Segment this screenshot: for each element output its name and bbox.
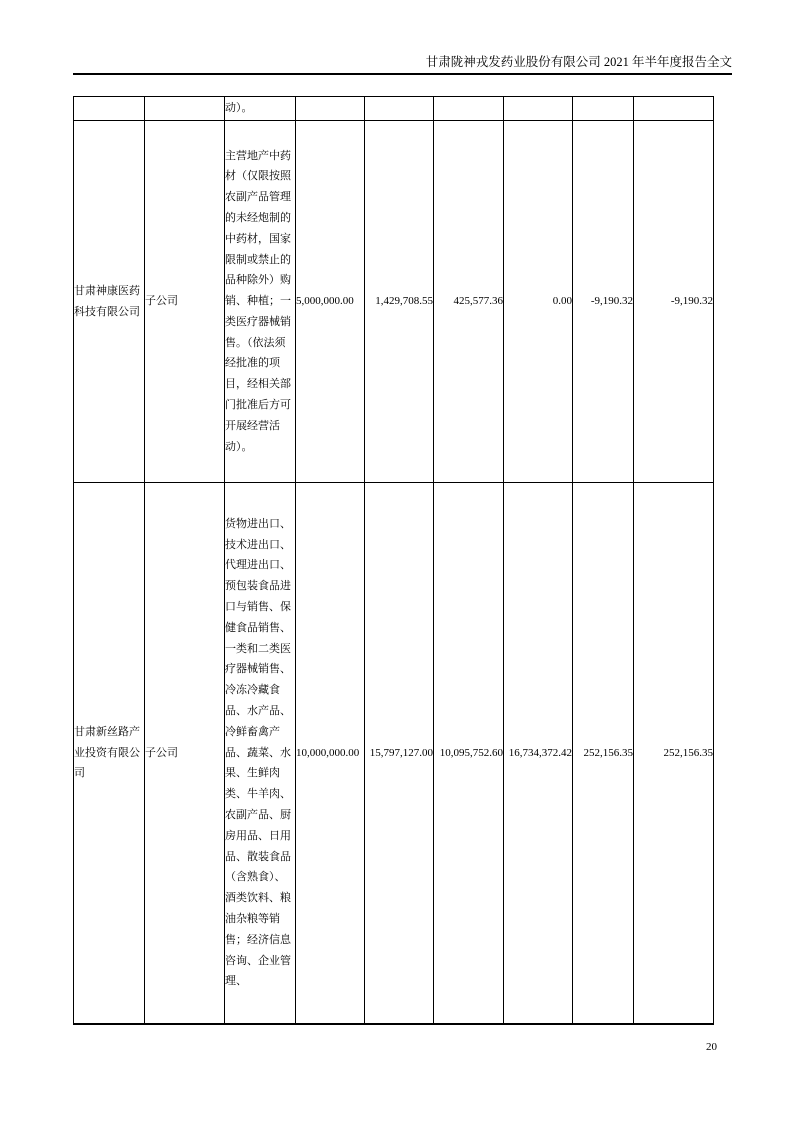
company-name-cell: 甘肃新丝路产业投资有限公司: [74, 483, 145, 1025]
numeric-cell: 0.00: [504, 121, 573, 483]
numeric-cell: 425,577.36: [434, 121, 504, 483]
business-scope-cell: 主营地产中药材（仅限按照农副产品管理的未经炮制的中药材，国家限制或禁止的品种除外）购销、种植；一类医疗器械销售。（依法须经批准的项目，经相关部门批准后方可开展经营活动）。: [225, 121, 296, 483]
numeric-cell: 16,734,372.42: [504, 483, 573, 1025]
table-row-subsidiary-2: [74, 483, 714, 1025]
business-scope-cell: 货物进出口、技术进出口、代理进出口、预包装食品进口与销售、保健食品销售、一类和二类医疗器械销售、冷冻冷藏食品、水产品、冷鲜畜禽产品、蔬菜、水果、生鲜肉类、牛羊肉、农副产品、厨房用品、日用品、散装食品（含熟食）、酒类饮料、粮油杂粮等销售；经济信息咨询、企业管理、: [225, 483, 296, 1025]
empty-cell: [74, 97, 145, 121]
empty-cell: [296, 97, 365, 121]
subsidiaries-table: [73, 96, 714, 1025]
company-name-cell: 甘肃神康医药科技有限公司: [74, 121, 145, 483]
empty-cell: [145, 97, 225, 121]
empty-cell: [573, 97, 634, 121]
empty-cell: [504, 97, 573, 121]
numeric-cell: -9,190.32: [573, 121, 634, 483]
empty-cell: [634, 97, 714, 121]
numeric-cell: 15,797,127.00: [365, 483, 434, 1025]
numeric-cell: 10,095,752.60: [434, 483, 504, 1025]
numeric-cell: -9,190.32: [634, 121, 714, 483]
report-header-title: 甘肃陇神戎发药业股份有限公司 2021 年半年度报告全文: [425, 55, 732, 69]
numeric-cell: 252,156.35: [573, 483, 634, 1025]
header-rule: [73, 73, 732, 75]
empty-cell: [434, 97, 504, 121]
empty-cell: [365, 97, 434, 121]
table-row-subsidiary-1: [74, 121, 714, 483]
relationship-cell: 子公司: [145, 483, 225, 1025]
numeric-cell: 252,156.35: [634, 483, 714, 1025]
numeric-cell: 5,000,000.00: [296, 121, 365, 483]
business-scope-continuation-cell: 动）。: [225, 97, 296, 121]
page-number: 20: [706, 1041, 717, 1053]
relationship-cell: 子公司: [145, 121, 225, 483]
table-row-continuation: [74, 97, 714, 121]
numeric-cell: 1,429,708.55: [365, 121, 434, 483]
numeric-cell: 10,000,000.00: [296, 483, 365, 1025]
